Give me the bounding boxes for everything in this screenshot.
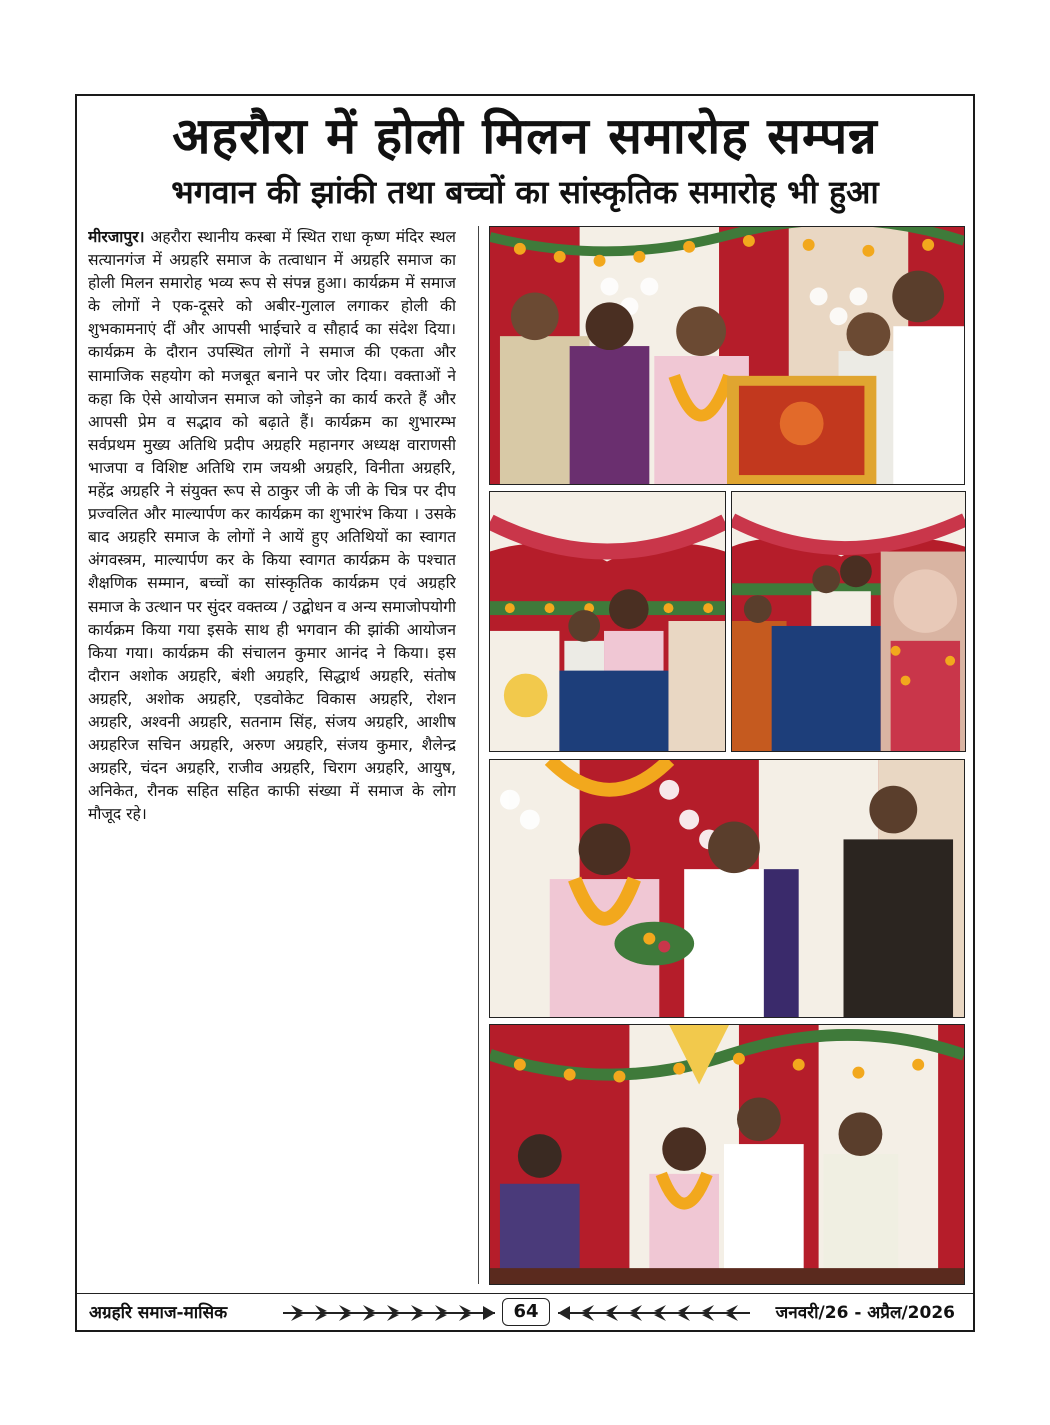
footer-publication-name: अग्रहरि समाज-मासिक	[89, 1303, 228, 1323]
photo-framed-picture-presentation	[489, 226, 965, 485]
photo-speaker-podium-right	[731, 491, 966, 752]
article-dateline: मीरजापुर।	[88, 228, 145, 246]
article-text: अहरौरा स्थानीय कस्बा में स्थित राधा कृष्ण मंदिर स्थल सत्यानगंज में अग्रहरि समाज के तत्वाधान में अग्रहरि समाज का होली मिलन समारोह भव्य रूप से संपन्न हुआ। कार्यक्रम में समाज के लोगों ने एक-दूसरे को अबीर-गुलाल लगाकर होली की शुभकामनाएं दीं और आपसी भाईचारे व सौहार्द का संदेश दिया। कार्यक्रम के दौरान उपस्थित लोगों ने समाज की एकता और सामाजिक सहयोग को मजबूत बनाने पर जोर दिया। वक्ताओं ने कहा कि ऐसे आयोजन समाज को जोड़ने का कार्य करते हैं और आपसी प्रेम व सद्भाव को बढ़ाते हैं। कार्यक्रम का शुभारम्भ सर्वप्रथम मुख्य अतिथि प्रदीप अग्रहरि महानगर अध्यक्ष वाराणसी भाजपा व विशिष्ट अतिथि राम जयश्री अग्रहरि, विनीता अग्रहरि, महेंद्र अग्रहरि ने संयुक्त रूप से ठाकुर जी के जी के चित्र पर दीप प्रज्वलित और माल्यार्पण कर कार्यक्रम का शुभारंभ किया । उसके बाद अग्रहरि समाज के लोगों ने आयें हुए अतिथियों का स्वागत अंगवस्त्रम, माल्यार्पण कर के किया स्वागत कार्यक्रम के पश्चात शैक्षणिक सम्मान, बच्चों का सांस्कृतिक कार्यक्रम एवं अग्रहरि समाज के उत्थान पर सुंदर वक्तव्य / उद्बोधन व अन्य समाजोपयोगी कार्यक्रम किया गया इसके साथ ही भगवान की झांकी आयोजन किया गया। कार्यक्रम की संचालन कुमार आनंद ने किया। इस दौरान अशोक अग्रहरि, बंशी अग्रहरि, सिद्धार्थ अग्रहरि, संतोष अग्रहरि, अशोक अग्रहरि, एडवोकेट विकास अग्रहरि, रोशन अग्रहरि, अश्वनी अग्रहरि, सतनाम सिंह, संजय अग्रहरि, आशीष अग्रहरिज सचिन अग्रहरि, अरुण अग्रहरि, संजय कुमार, शैलेन्द्र अग्रहरि, चंदन अग्रहरि, राजीव अग्रहरि, चिराग अग्रहरि, आयुष, अनिकेत, रौनक सहित सहित काफी संख्या में समाज के लोग मौजूद रहे।	[88, 228, 456, 824]
photo-speaker-podium-left	[489, 491, 726, 752]
photo-group-welcome	[489, 1024, 965, 1285]
photo-bouquet-felicitation	[489, 759, 965, 1018]
article-headline: अहरौरा में होली मिलन समारोह सम्पन्न	[172, 107, 878, 165]
footer-page-number: 64	[502, 1298, 550, 1326]
column-divider	[478, 226, 479, 1284]
footer-issue-date: जनवरी/26 - अप्रैल/2026	[775, 1303, 955, 1323]
footer-vine-ornament-right-icon	[558, 1302, 750, 1324]
footer-vine-ornament-left-icon	[283, 1302, 495, 1324]
page-footer	[77, 1296, 973, 1330]
footer-rule	[77, 1293, 973, 1294]
article-body	[88, 226, 456, 1270]
article-subheadline: भगवान की झांकी तथा बच्चों का सांस्कृतिक समारोह भी हुआ	[171, 173, 879, 211]
